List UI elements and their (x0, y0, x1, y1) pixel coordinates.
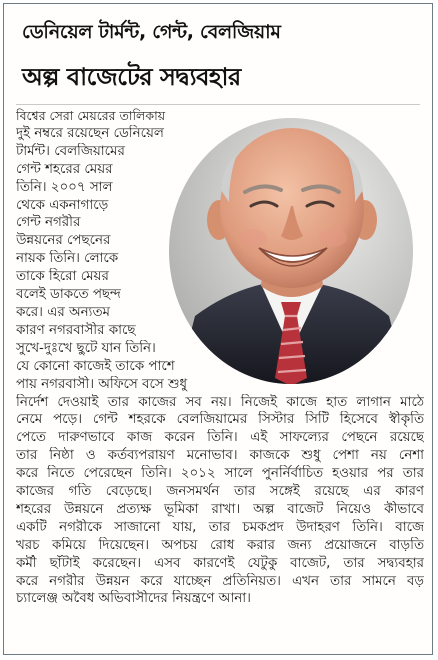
body-line: থেকে একনাগাড়ে (16, 197, 109, 213)
body-line: সুখে-দুঃখে ছুটে যান তিনি। (16, 340, 156, 356)
body-line: পায় নগরবাসী। অফিসে বসে শুধু (16, 376, 187, 392)
body-line: বিশ্বের সেরা মেয়রের তালিকায় (16, 108, 166, 123)
headline-divider (16, 104, 420, 105)
body-line: চ্যালেঞ্জ অবৈধ অভিবাসীদের নিয়ন্ত্রণে আনা। (16, 591, 251, 607)
body-line: কাজের গতি বেড়েছে। জনসমর্থন তার সঙ্গেই রয়েছে এর কারণ (16, 484, 424, 500)
body-line: করে নিতে পেরেছেন তিনি। ২০১২ সালে পুনর্নির্বাচিত হওয়ার পর তার (16, 466, 424, 482)
body-line: করে। এর অন্যতম (16, 304, 110, 320)
news-article (3, 3, 433, 655)
body-line: গেন্ট শহরের মেয়র (16, 161, 113, 177)
body-line: তার নিষ্ঠা ও কর্তব্যপরায়ণ মনোভাব। কাজকে শুধু পেশা নয় নেশা (16, 448, 424, 464)
body-line: কারণ নগরবাসীর কাছে (16, 322, 136, 338)
body-line: বলেই ডাকতে পছন্দ (16, 287, 121, 303)
body-line: তিনি। ২০০৭ সাল (16, 179, 113, 195)
body-line: একটি নগরীকে সাজানো যায়, তার চমকপ্রদ উদাহরণ তিনি। বাজে (16, 519, 424, 535)
body-line: কর্মী ছাঁটাই করেছেন। এসব কারণেই যেটুকু বাজেট, তার সদ্ব্যবহার (16, 555, 424, 571)
body-line: শহরের উন্নয়নে প্রত্যক্ষ ভূমিকা রাখা। অল্প বাজেট নিয়েও কীভাবে (16, 501, 424, 517)
body-line: যে কোনো কাজেই তাকে পাশে (16, 358, 175, 374)
body-line: তাকে হিরো মেয়র (16, 269, 109, 285)
article-body (16, 107, 424, 608)
kicker-dateline: ডেনিয়েল টার্মন্ট, গেন্ট, বেলজিয়াম (22, 21, 281, 43)
body-line: উন্নয়নের পেছনের (16, 233, 111, 249)
body-line: নেমে পড়ে। গেন্ট শহরকে বেলজিয়ামের সিস্টার সিটি হিসেবে স্বীকৃতি (16, 412, 424, 428)
body-line: নায়ক তিনি। লোকে (16, 251, 119, 267)
body-line: নির্দেশ দেওয়াই তার কাজের সব নয়। নিজেই কাজে হাত লাগান মাঠে (16, 394, 424, 410)
body-line: খরচ কমিয়ে দিয়েছেন। অপচয় রোধ করার জন্য প্রয়োজনে বাড়তি (16, 537, 424, 553)
article-headline: অল্প বাজেটের সদ্ব্যবহার (22, 63, 241, 91)
body-line: করে নগরীর উন্নয়ন করে যাচ্ছেন প্রতিনিয়ত। এখন তার সামনে বড় (16, 573, 424, 589)
body-line: দুই নম্বরে রয়েছেন ডেনিয়েল (16, 125, 164, 141)
body-line: টার্মন্ট। বেলজিয়ামের (16, 143, 125, 159)
body-line: গেন্ট নগরীর (16, 215, 81, 231)
body-line: পেতে দারুণভাবে কাজ করেন তিনি। এই সাফল্যের পেছনে রয়েছে (16, 430, 424, 446)
